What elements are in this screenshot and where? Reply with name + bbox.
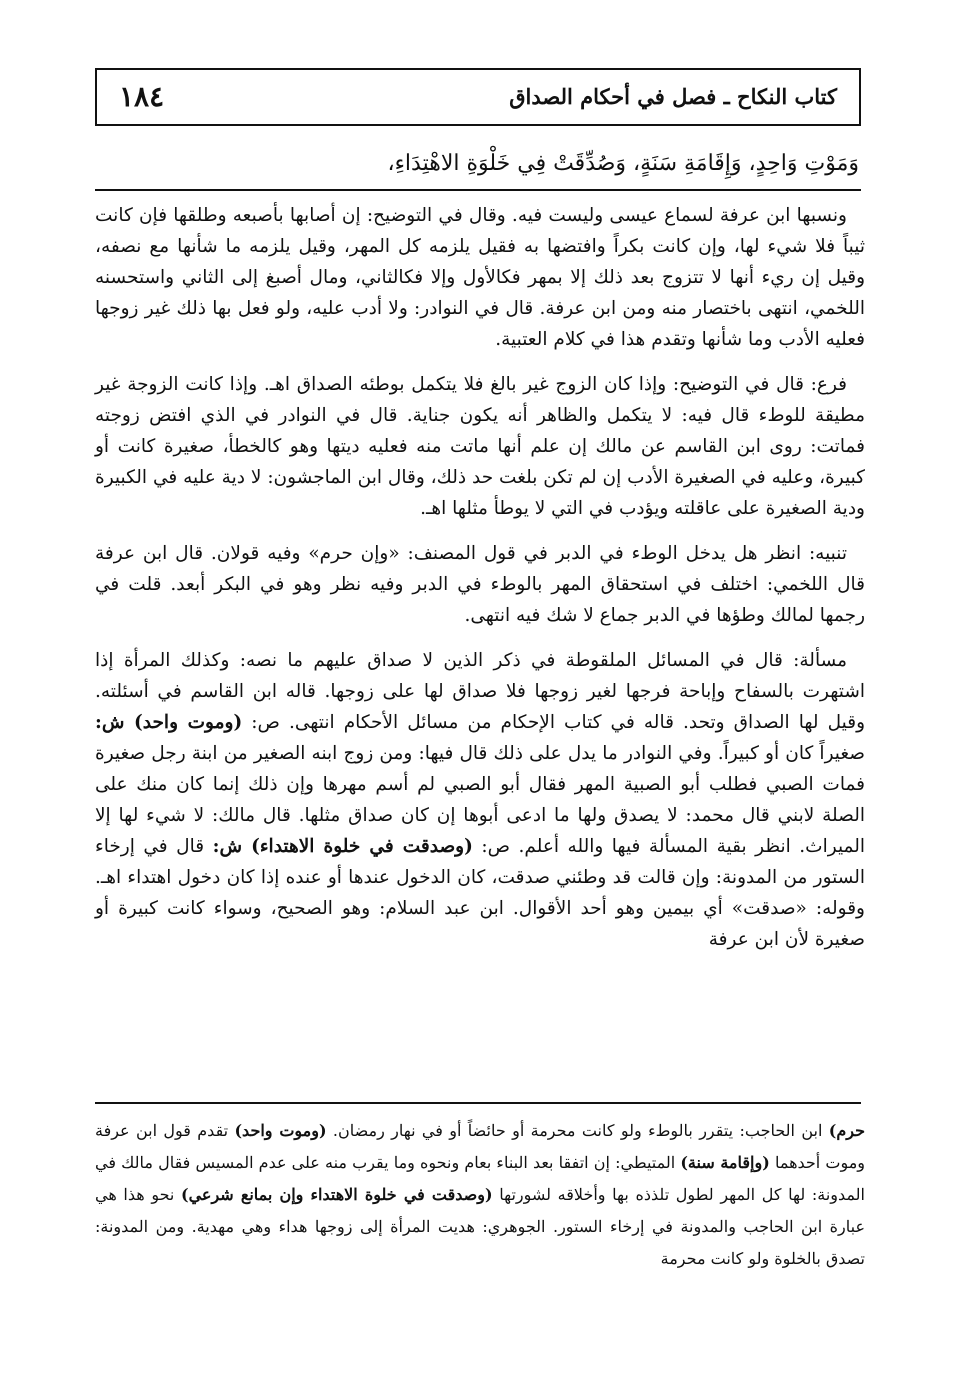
- paragraph: [95, 538, 865, 631]
- paragraph: [95, 369, 865, 524]
- page-header: [95, 68, 861, 126]
- book-page: [95, 68, 865, 1358]
- paragraph-text: تنبيه: انظر هل يدخل الوطء في الدبر في قول المصنف: «وإن حرم» وفيه قولان. قال ابن عرفة قال اللخمي: اختلف في استحقاق المهر بالوطء في الدبر وفيه نظر وهو في البكر أبعد. قلت في رجمها لمالك وطؤها في الدبر جماع لا شك فيه انتهى.: [95, 543, 865, 626]
- matn-citation: (وصدقت في خلوة الاهتداء) ش:: [212, 836, 473, 857]
- footnote-text: [95, 1115, 865, 1275]
- matn-divider: [95, 189, 861, 191]
- footnote-span: المتيطي: إن اتفقا بعد البناء بعام ونحوه وما يقرب منه على عدم المسيس فقال مالك في المدونة: لها كل المهر لطول تلذذه بها وأخلاقه لشورتها: [95, 1153, 865, 1204]
- matn-quote: وَمَوْتِ وَاحِدٍ، وَإِقَامَةِ سَنَةٍ، وَصُدِّقَتْ فِي خَلْوَةِ الاهْتِدَاءِ،: [387, 151, 859, 176]
- footnotes: [95, 1115, 865, 1275]
- running-title: كتاب النكاح ـ فصل في أحكام الصداق: [509, 84, 837, 109]
- page-number: ١٨٤: [119, 80, 165, 113]
- footnote-span: تقدم قول ابن عرفة وموت أحدهما: [95, 1121, 866, 1172]
- footnote-span: ابن الحاجب: يتقرر بالوطء ولو كانت محرمة أو حائضاً أو في نهار رمضان.: [332, 1121, 823, 1140]
- footnote-citation: حرم): [828, 1121, 865, 1140]
- paragraph-text: صغيراً كان أو كبيراً. وفي النوادر ما يدل على ذلك قال فيها: ومن زوج ابنه الصغير من ابنة رجل صغيرة فمات الصبي فطلب أبو الصبية المهر فقال أبو الصبي لم أسم مهرها وإن ذلك إنما كان منك على الصلة لابني قال محمد: لا يصدق ولها ما ادعى أبوها إن كان صداق مثلها. قال مالك: لا شيء لها إلا الميراث. انظر بقية المسألة فيها والله أعلم. ص:: [95, 743, 866, 857]
- paragraph-text: مسألة: قال في المسائل الملقوطة في ذكر الذين لا صداق عليهم ما نصه: وكذلك المرأة إذا اشتهرت بالسفاح وإباحة فرجها لغير زوجها فلا صداق لها على زوجها. قاله ابن القاسم في أسئلته. وقيل لها الصداق وتحد. قاله في كتاب الإحكام من مسائل الأحكام انتهى. ص:: [95, 650, 865, 733]
- footnote-citation: (وصدقت في خلوة الاهتداء وإن بمانع شرعي): [181, 1185, 493, 1204]
- paragraph-text: فرع: قال في التوضيح: وإذا كان الزوج غير بالغ فلا يتكمل بوطئه الصداق اهـ. وإذا كانت الزوجة غير مطيقة للوطء قال فيه: لا يتكمل والظاهر أنه يكون جناية. قال في النوادر في الذي افتض زوجته فماتت: روى ابن القاسم عن مالك إن علم أنها ماتت منه فعليه ديتها وهو كالخطأ، صغيرة كانت أو كبيرة، وعليه في الصغيرة الأدب إن لم تكن بلغت حد ذلك، وقال ابن الماجشون: لا دية عليه في الكبيرة ودية الصغيرة على عاقلته ويؤدب في التي لا يوطأ مثلها اهـ.: [95, 374, 865, 519]
- paragraph-masala: [95, 645, 865, 955]
- paragraph-text: ونسبها ابن عرفة لسماع عيسى وليست فيه. وقال في التوضيح: إن أصابها بأصبعه وطلقها فإن كانت ثيباً فلا شيء لها، وإن كانت بكراً وافتضها به فقيل يلزمه كل المهر، وقيل يلزمه ما شأنها مع نصفه، وقيل إن ريء أنها لا تتزوج بعد ذلك إلا بمهر فكالأول وإلا فكالثاني، ومال أصبغ إلى الثاني واستحسنه اللخمي، انتهى باختصار منه ومن ابن عرفة. قال في النوادر: ولا أدب عليه، ولو فعل بها ذلك غير زوجها فعليه الأدب وما شأنها وتقدم هذا في كلام العتبية.: [95, 205, 865, 350]
- paragraph-text: قال في إرخاء الستور من المدونة: وإن قالت قد وطئني صدقت، كان الدخول عندها أو عنده إذا كان دخول اهتداء اهـ. وقوله: «صدقت» أي بيمين وهو أحد الأقوال. ابن عبد السلام: وهو الصحيح، وسواء كانت كبيرة أو صغيرة لأن ابن عرفة: [95, 836, 865, 950]
- matn-citation: (وموت واحد) ش:: [95, 712, 243, 733]
- footnote-citation: (وموت واحد): [234, 1121, 327, 1140]
- footnote-span: نحو هذا هي عبارة ابن الحاجب والمدونة في إرخاء الستور. الجوهري: هديت المرأة إلى زوجها هداء وهي مهدية. ومن المدونة: تصدق بالخلوة ولو كانت محرمة: [95, 1185, 865, 1268]
- paragraph: [95, 200, 865, 355]
- footnote-citation: (وإقامة سنة): [680, 1153, 770, 1172]
- footnote-divider: [95, 1102, 861, 1104]
- commentary-body: [95, 200, 865, 969]
